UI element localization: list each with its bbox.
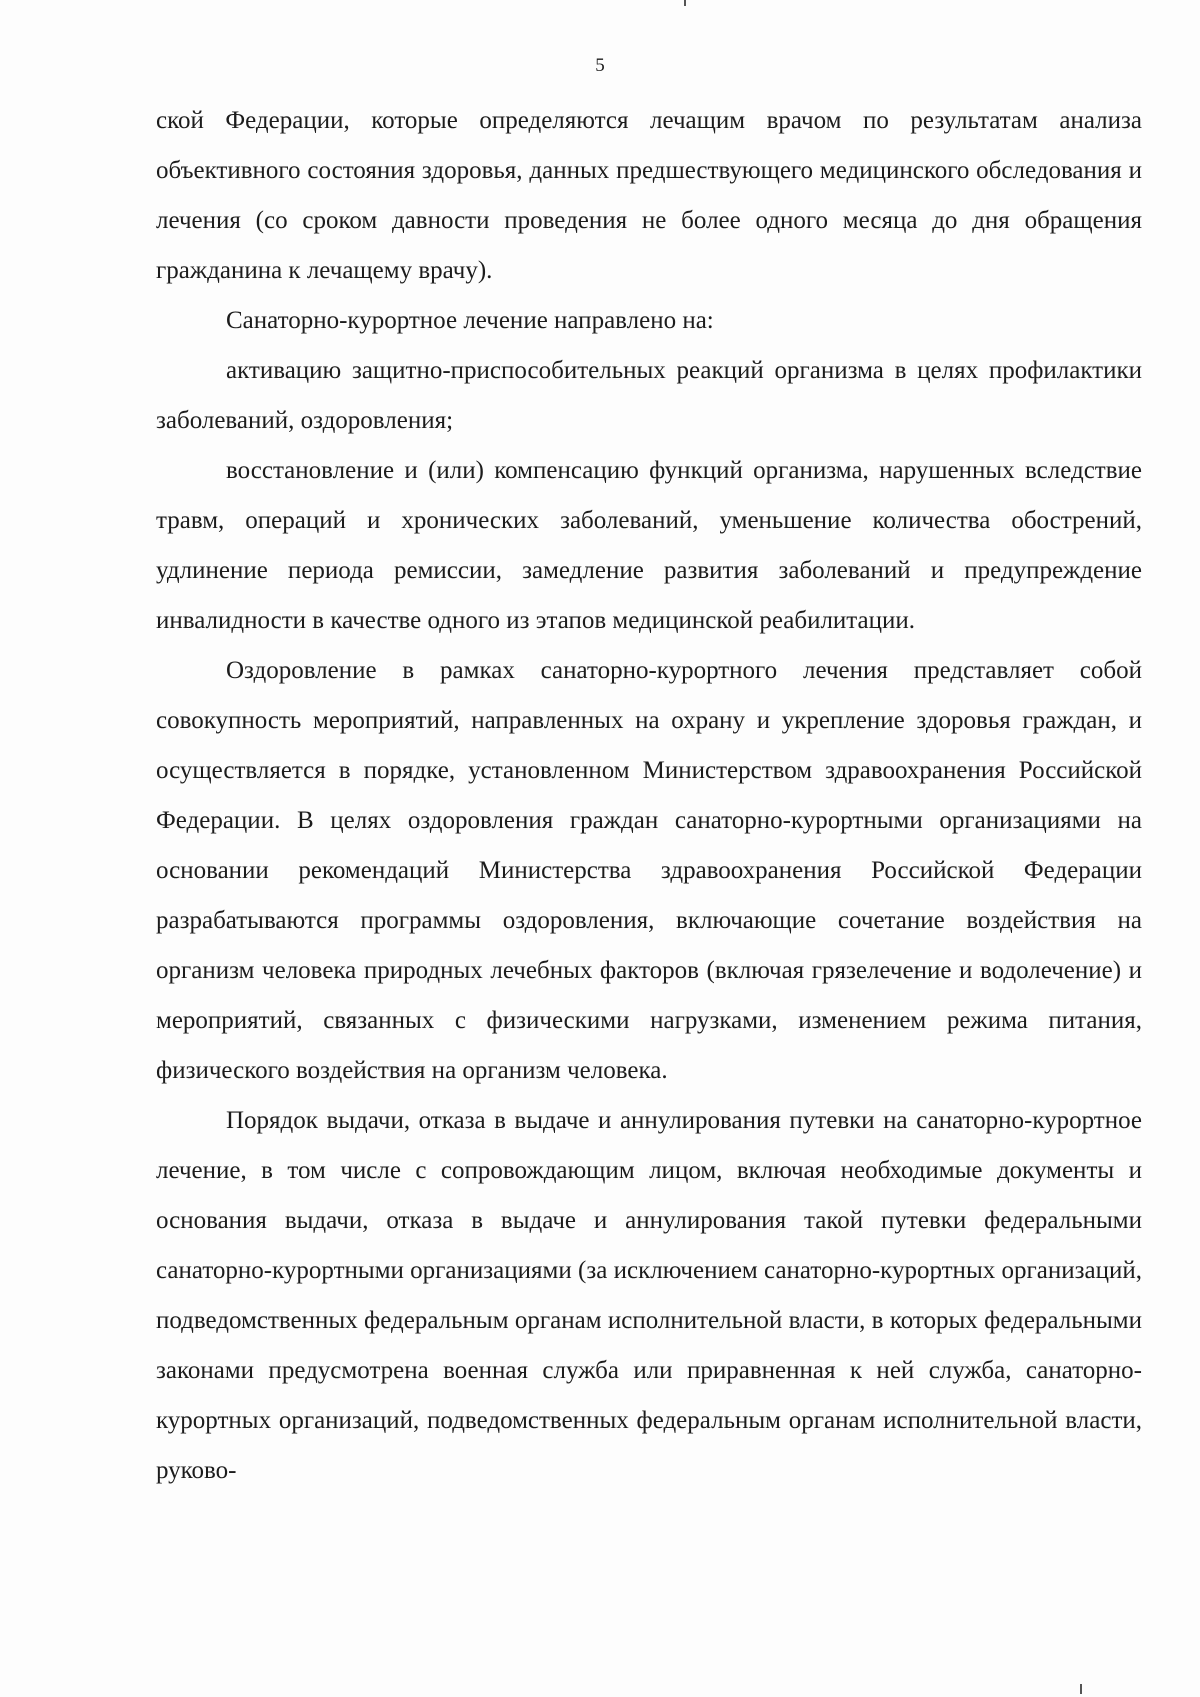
paragraph-2: Санаторно-курортное лечение направлено на: xyxy=(226,307,714,334)
paragraph-6: Порядок выдачи, отказа в выдаче и аннулирования путевки на санаторно-курортное лечение, в том числе с сопровождающим лицом, включая необходимые документы и основания выдачи, отказа в выдаче и аннулирования такой путевки федеральными санаторно-курортными организациями (за исключением санаторно-курортных организаций, подведомственных федеральным органам исполнительной власти, в которых федеральными законами предусмотрена военная служба или приравненная к ней служба, санаторно-курортных организаций, подведомственных федеральным органам исполнительной власти, руково- xyxy=(156,1107,1142,1484)
paragraph-5: Оздоровление в рамках санаторно-курортного лечения представляет собой совокупность мероприятий, направленных на охрану и укрепление здоровья граждан, и осуществляется в порядке, установленном Министерством здравоохранения Российской Федерации. В целях оздоровления граждан санаторно-курортными организациями на основании рекомендаций Министерства здравоохранения Российской Федерации разрабатываются программы оздоровления, включающие сочетание воздействия на организм человека природных лечебных факторов (включая грязелечение и водолечение) и мероприятий, связанных с физическими нагрузками, изменением режима питания, физического воздействия на организм человека. xyxy=(156,657,1142,1084)
paragraph-3: активацию защитно-приспособительных реакций организма в целях профилактики заболеваний, оздоровления; xyxy=(156,357,1142,434)
scan-artifact-top xyxy=(684,0,686,6)
paragraph-1: ской Федерации, которые определяются лечащим врачом по результатам анализа объективного состояния здоровья, данных предшествующего медицинского обследования и лечения (со сроком давности проведения не более одного месяца до дня обращения гражданина к лечащему врачу). xyxy=(156,107,1142,284)
document-body xyxy=(156,96,1142,1496)
paragraph-4: восстановление и (или) компенсацию функций организма, нарушенных вследствие травм, операций и хронических заболеваний, уменьшение количества обострений, удлинение периода ремиссии, замедление развития заболеваний и предупреждение инвалидности в качестве одного из этапов медицинской реабилитации. xyxy=(156,457,1142,634)
page-number: 5 xyxy=(595,55,605,76)
scan-artifact-bottom xyxy=(1080,1684,1082,1694)
